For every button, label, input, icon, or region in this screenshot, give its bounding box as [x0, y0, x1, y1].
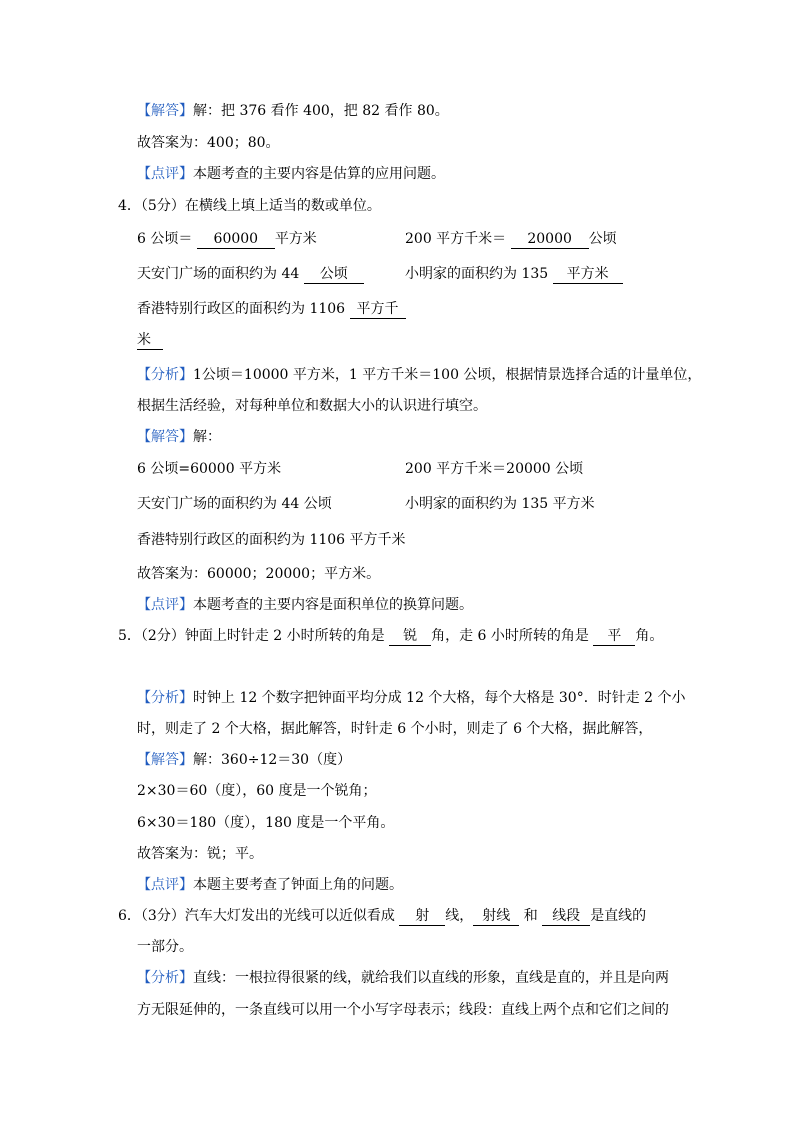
q4-r2a-blank: 公顷	[304, 266, 364, 284]
q4-row3	[137, 299, 406, 319]
q5-blank-2: 平	[593, 628, 635, 646]
q4-answer-line	[137, 427, 221, 447]
q4-r1b-post: 公顷	[588, 231, 617, 247]
q4-r2b-pre: 小明家的面积约为 135	[405, 266, 549, 282]
q5-blank-1: 锐	[389, 628, 431, 646]
q5-analysis-line1	[137, 688, 686, 708]
q4-r1a-post: 平方米	[274, 231, 317, 247]
answer-tag: 【解答】	[137, 429, 193, 445]
q4-row2-left	[137, 264, 364, 284]
q6-analysis-line2: 方无限延伸的，一条直线可以用一个小写字母表示；线段：直线上两个点和它们之间的	[137, 1002, 669, 1018]
q5-result: 故答案为：锐；平。	[137, 846, 263, 862]
answer-tag: 【解答】	[137, 752, 193, 768]
q4-r3-pre: 香港特别行政区的面积约为 1106	[137, 301, 346, 317]
q4-r3-blank-cont: 米	[137, 332, 163, 350]
q4-row1-right	[405, 229, 617, 249]
q4-r1b-blank: 20000	[511, 231, 589, 249]
q3-answer-line	[137, 101, 449, 121]
q4-result: 故答案为：60000；20000；平方米。	[137, 566, 381, 582]
answer-text: 解：把 376 看作 400，把 82 看作 80。	[193, 103, 449, 119]
answer-text: 解：	[193, 429, 221, 445]
q4-r1b-pre: 200 平方千米＝	[405, 231, 507, 247]
comment-tag: 【点评】	[137, 597, 193, 613]
q4-solution-1a: 6 公顷=60000 平方米	[137, 461, 282, 477]
q5-stem-post: 角。	[635, 628, 664, 644]
analysis-tag: 【分析】	[137, 690, 193, 706]
q4-r2b-blank: 平方米	[553, 266, 623, 284]
q6-stem-pre: 6．（3分）汽车大灯发出的光线可以近似看成	[118, 908, 395, 924]
q6-blank-2: 射线	[473, 908, 519, 926]
q5-step-1: 2×30＝60（度），60 度是一个锐角；	[137, 783, 377, 799]
q4-comment-line	[137, 595, 473, 615]
q4-row3-cont	[137, 330, 163, 350]
q4-row1-left	[137, 229, 317, 249]
q4-row2-right	[405, 264, 623, 284]
analysis-text: 1公顷＝10000 平方米，1 平方千米＝100 公顷，根据情景选择合适的计量单位，	[193, 367, 702, 383]
q6-blank-3: 线段	[542, 908, 590, 926]
q4-r2a-pre: 天安门广场的面积约为 44	[137, 266, 300, 282]
comment-tag: 【点评】	[137, 877, 193, 893]
q5-analysis-line2: 时，则走了 2 个大格，据此解答，时针走 6 个小时，则走了 6 个大格，据此解答，	[137, 721, 653, 737]
analysis-text: 直线：一根拉得很紧的线，就给我们以直线的形象，直线是直的，并且是向两	[193, 970, 669, 986]
comment-text: 本题主要考查了钟面上角的问题。	[193, 877, 403, 893]
analysis-tag: 【分析】	[137, 970, 193, 986]
comment-text: 本题考查的主要内容是面积单位的换算问题。	[193, 597, 473, 613]
q4-r1a-blank: 60000	[197, 231, 275, 249]
q6-stem-mid2: 和	[523, 908, 538, 924]
q5-stem-pre: 5．（2分）钟面上时针走 2 小时所转的角是	[118, 628, 385, 644]
q3-comment-line	[137, 164, 445, 184]
q6-stem-line2: 一部分。	[137, 939, 193, 955]
q4-solution-2b: 小明家的面积约为 135 平方米	[405, 496, 595, 512]
q4-analysis-line2: 根据生活经验，对每种单位和数据大小的认识进行填空。	[137, 398, 487, 414]
q4-analysis-line1	[137, 365, 701, 385]
q6-blank-1: 射	[399, 908, 445, 926]
q5-stem-mid: 角，走 6 小时所转的角是	[431, 628, 589, 644]
q4-r3-blank: 平方千	[350, 301, 406, 319]
q6-stem-post: 是直线的	[590, 908, 647, 924]
q4-stem: 4．（5分）在横线上填上适当的数或单位。	[118, 198, 381, 214]
q5-step-2: 6×30＝180（度），180 度是一个平角。	[137, 815, 395, 831]
q4-solution-2a: 天安门广场的面积约为 44 公顷	[137, 496, 332, 512]
q3-result: 故答案为：400；80。	[137, 135, 280, 151]
answer-tag: 【解答】	[137, 103, 193, 119]
q6-stem-mid1: 线，	[445, 908, 474, 924]
q4-solution-1b: 200 平方千米＝20000 公顷	[405, 461, 584, 477]
answer-text: 解：360÷12＝30（度）	[193, 752, 352, 768]
comment-text: 本题考查的主要内容是估算的应用问题。	[193, 166, 445, 182]
q6-stem	[118, 906, 646, 926]
analysis-text: 时钟上 12 个数字把钟面平均分成 12 个大格，每个大格是 30°．时针走 2 个小	[193, 690, 686, 706]
comment-tag: 【点评】	[137, 166, 193, 182]
q6-analysis-line1	[137, 968, 669, 988]
q5-answer-line	[137, 750, 351, 770]
q4-r1a-pre: 6 公顷＝	[137, 231, 193, 247]
q5-comment-line	[137, 875, 403, 895]
analysis-tag: 【分析】	[137, 367, 193, 383]
q4-solution-3: 香港特别行政区的面积约为 1106 平方千米	[137, 532, 406, 548]
q5-stem	[118, 626, 663, 646]
